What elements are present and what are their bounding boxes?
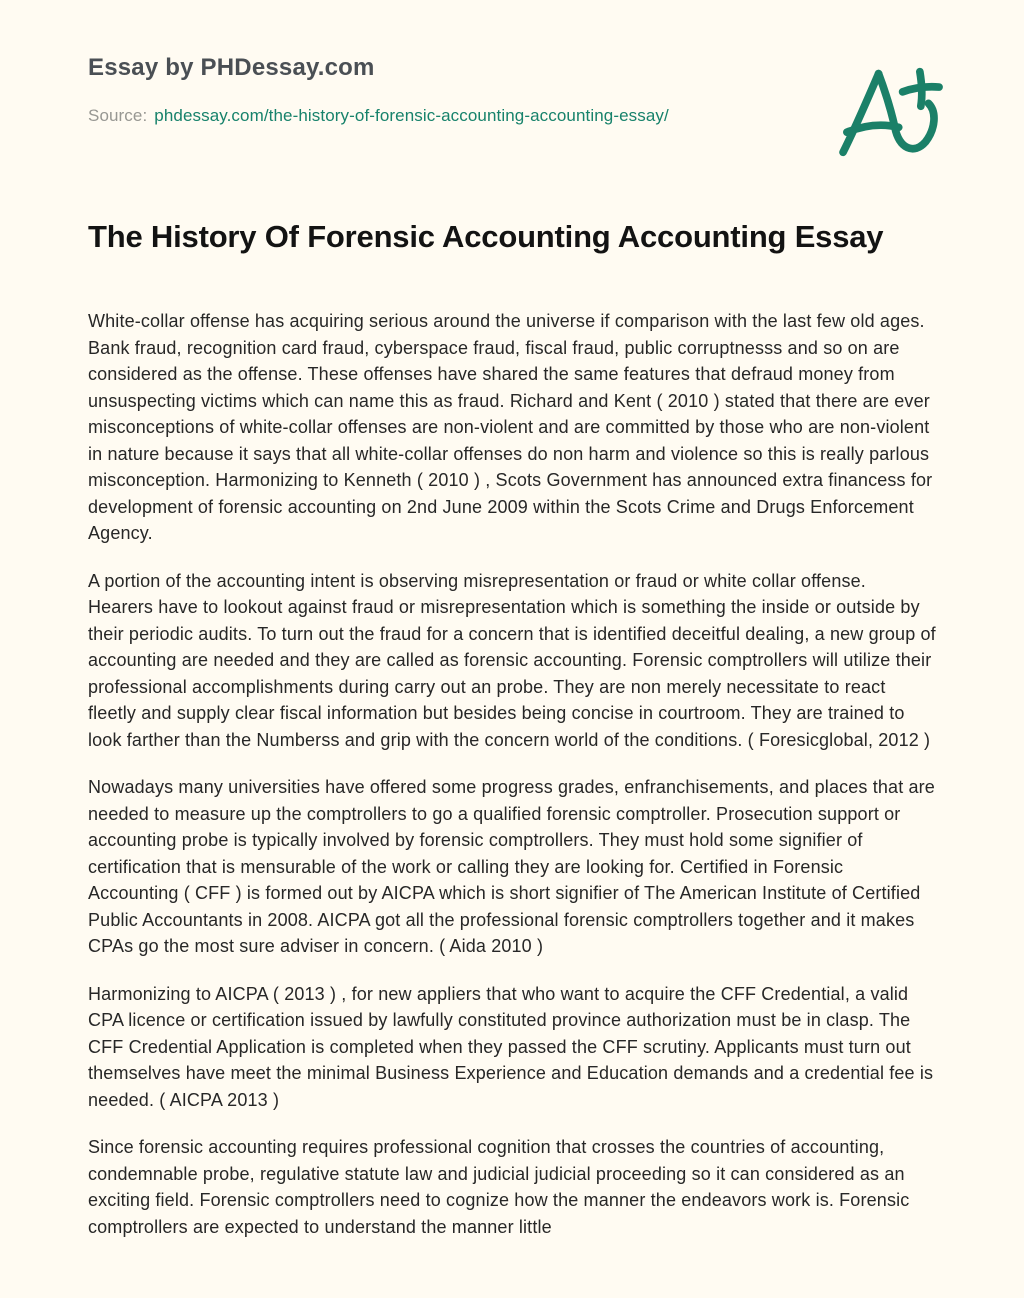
header-text — [88, 54, 669, 126]
essay-paragraph-4: Harmonizing to AICPA ( 2013 ) , for new appliers that who want to acquire the CFF Credential, a valid CPA licence or certification issued by lawfully constituted province authorization must be in clasp. The CFF Credential Application is completed when they passed the CFF scrutiny. Applicants must turn out themselves have meet the minimal Business Experience and Education demands and a credential fee is needed. ( AICPA 2013 ) — [88, 983, 934, 1110]
essay-body — [88, 308, 936, 1261]
essay-paragraph-3: Nowadays many universities have offered some progress grades, enfranchisements, and places that are needed to measure up the comptrollers to go a qualified forensic comptroller. Prosecution support or accounting probe is typically involved by forensic comptrollers. They must hold some signifier of certification that is mensurable of the work or calling they are looking for. Certified in Forensic Accounting ( CFF ) is formed out by AICPA which is short signifier of The American Institute of Certified Public Accountants in 2008. AICPA got all the professional forensic comptrollers together and it makes CPAs go the most sure adviser in concern. ( Aida 2010 ) — [88, 777, 935, 956]
a-plus-logo-icon — [834, 64, 950, 160]
essay-title: The History Of Forensic Accounting Accounting Essay — [88, 219, 884, 254]
source-link[interactable]: phdessay.com/the-history-of-forensic-accounting-accounting-essay/ — [154, 106, 669, 125]
essay-paragraph-1: White-collar offense has acquiring serious around the universe if comparison with the last few old ages. Bank fraud, recognition card fraud, cyberspace fraud, fiscal fraud, public corruptnesss and so on are considered as the offense. These offenses have shared the same features that defraud money from unsuspecting victims which can name this as fraud. Richard and Kent ( 2010 ) stated that there are ever misconceptions of white-collar offenses are non-violent and are committed by those who are non-violent in nature because it says that all white-collar offenses do non harm and violence so this is really parlous misconception. Harmonizing to Kenneth ( 2010 ) , Scots Government has announced extra financess for development of forensic accounting on 2nd June 2009 within the Scots Crime and Drugs Enforcement Agency. — [88, 311, 933, 543]
byline: Essay by PHDessay.com — [88, 54, 375, 81]
essay-paragraph-5: Since forensic accounting requires professional cognition that crosses the countries of accounting, condemnable probe, regulative statute law and judicial judicial proceeding so it can considered as an exciting field. Forensic comptrollers need to cognize how the manner the endeavors work is. Forensic comptrollers are expected to understand the manner little — [88, 1137, 910, 1237]
essay-paragraph-2: A portion of the accounting intent is observing misrepresentation or fraud or white collar offense. Hearers have to lookout against fraud or misrepresentation which is something the inside or outside by their periodic audits. To turn out the fraud for a concern that is identified deceitful dealing, a new group of accounting are needed and they are called as forensic accounting. Forensic comptrollers will utilize their professional accomplishments during carry out an probe. They are non merely necessitate to react fleetly and supply clear fiscal information but besides being concise in courtroom. They are trained to look farther than the Numberss and grip with the concern world of the conditions. ( Foresicglobal, 2012 ) — [88, 570, 936, 750]
source-label: Source: — [88, 106, 148, 125]
source-line — [88, 106, 669, 126]
page-header — [88, 54, 936, 160]
